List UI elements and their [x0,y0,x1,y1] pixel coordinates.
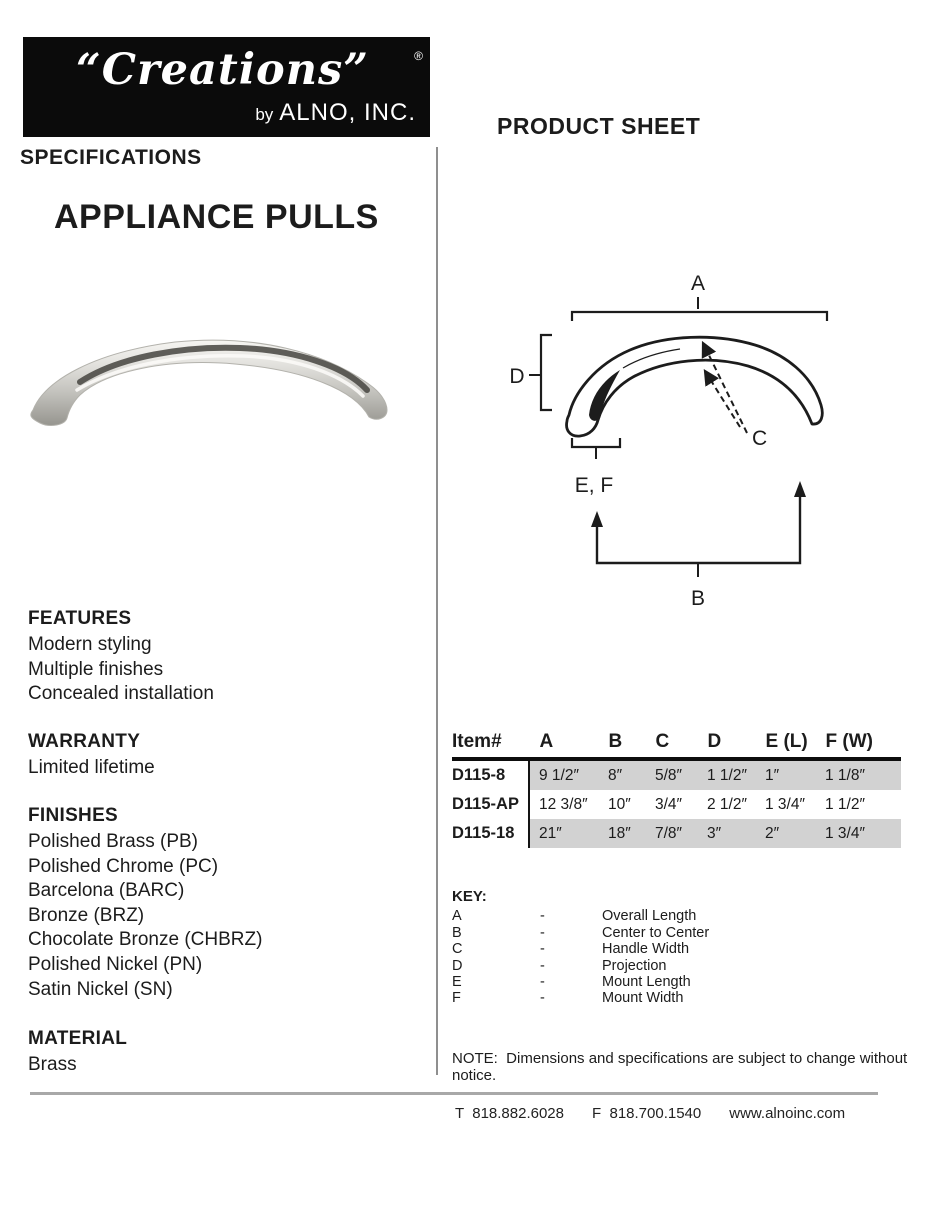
footer-phone: T 818.882.6028 [455,1105,564,1122]
table-cell: 12 3/8″ [539,795,588,813]
table-cell: 2 1/2″ [707,795,747,813]
specifications-label: SPECIFICATIONS [20,146,202,169]
features-heading: FEATURES [28,608,132,629]
product-photo-appliance-pull [25,330,395,430]
dim-c-arrow-inner [705,371,740,427]
table-cell-item: D115-18 [452,819,528,848]
finish-item: Polished Chrome (PC) [28,855,219,877]
key-dash: - [540,908,545,925]
dimensions-table [452,729,901,848]
finishes-section [28,803,418,1002]
material-section [28,1026,418,1078]
key-dash: - [540,990,545,1007]
table-cell: 1 3/4″ [825,824,865,842]
table-cell: 9 1/2″ [539,766,579,784]
footer-rule [30,1092,878,1095]
product-sheet-title: PRODUCT SHEET [497,113,701,139]
finish-item: Polished Brass (PB) [28,831,199,852]
table-header-row [452,729,901,761]
column-divider [436,147,438,1075]
key-row [452,958,709,974]
key-letter: B [452,924,462,941]
table-cell: 8″ [608,766,623,784]
material-heading: MATERIAL [28,1028,128,1049]
table-header-e: E (L) [765,731,808,752]
table-cell-item: D115-8 [452,761,528,790]
brand-byline [255,99,416,127]
key-row [452,974,709,990]
key-description: Handle Width [602,941,690,958]
key-dash: - [540,974,545,991]
key-row [452,908,709,924]
key-description: Projection [602,957,667,974]
feature-item: Multiple finishes [28,658,164,680]
table-cell: 10″ [608,795,631,813]
finishes-heading: FINISHES [28,805,119,826]
dimension-diagram [490,265,890,615]
brand-byline-by: by [255,105,274,124]
features-section [28,606,418,707]
key-description: Overall Length [602,908,697,925]
table-row [452,819,901,848]
key-letter: E [452,974,462,991]
table-header-f: F (W) [825,731,873,752]
key-letter: D [452,957,463,974]
finish-item: Polished Nickel (PN) [28,953,203,975]
table-cell: 3/4″ [655,795,683,813]
registered-trademark-icon: ® [414,49,423,63]
brand-logo [23,37,430,137]
table-cell-item: D115-AP [452,790,528,819]
table-cell: 1″ [765,766,780,784]
warranty-item: Limited lifetime [28,757,155,778]
table-row [452,790,901,819]
key-letter: C [452,941,463,958]
diagram-label-a: A [690,272,706,295]
table-cell: 1 1/2″ [825,795,865,813]
table-cell: 1 3/4″ [765,795,805,813]
key-dash: - [540,924,545,941]
diagram-label-ef: E, F [574,474,614,497]
dim-a-bracket [572,312,827,321]
table-cell: 18″ [608,824,631,842]
table-row [452,761,901,790]
table-header-item: Item# [452,731,502,752]
warranty-section [28,729,418,781]
key-dash: - [540,957,545,974]
key-legend [452,889,709,1007]
material-item: Brass [28,1054,77,1075]
diagram-label-c: C [752,427,768,450]
key-dash: - [540,941,545,958]
key-description: Center to Center [602,924,710,941]
diagram-label-d: D [509,365,525,388]
key-heading: KEY: [452,888,487,905]
dim-b-bracket [597,495,800,563]
table-cell: 5/8″ [655,766,683,784]
footer-fax: F 818.700.1540 [591,1105,702,1122]
key-row [452,925,709,941]
key-description: Mount Length [602,974,691,991]
table-header-b: B [608,731,623,752]
dim-b-arrowhead-left [591,511,603,527]
brand-company: ALNO, INC. [279,99,416,126]
table-cell: 1 1/2″ [707,766,747,784]
finish-item: Barcelona (BARC) [28,880,185,902]
table-cell: 21″ [539,824,562,842]
key-letter: F [452,990,461,1007]
dim-b-arrowhead-right [794,481,806,497]
feature-item: Concealed installation [28,683,214,705]
finish-item: Satin Nickel (SN) [28,978,173,1000]
footer-website: www.alnoinc.com [729,1105,846,1122]
key-letter: A [452,908,462,925]
table-cell: 2″ [765,824,780,842]
finish-item: Chocolate Bronze (CHBRZ) [28,929,263,951]
table-cell: 7/8″ [655,824,683,842]
diagram-label-b: B [690,587,706,610]
key-description: Mount Width [602,990,684,1007]
key-row [452,990,709,1006]
table-cell: 1 1/8″ [825,766,865,784]
dim-d-bracket [541,335,552,410]
disclaimer-note: NOTE: Dimensions and specifications are subject to change without notice. [452,1050,912,1084]
key-row [452,941,709,957]
table-header-d: D [707,731,722,752]
table-cell: 3″ [707,824,722,842]
finish-item: Bronze (BRZ) [28,904,145,926]
table-header-c: C [655,731,670,752]
feature-item: Modern styling [28,634,152,655]
dim-ef-bracket [572,438,620,447]
table-header-a: A [539,731,554,752]
warranty-heading: WARRANTY [28,731,141,752]
footer-contact [455,1105,845,1122]
brand-name: “Creations” [76,45,369,95]
page-title: APPLIANCE PULLS [54,198,379,236]
